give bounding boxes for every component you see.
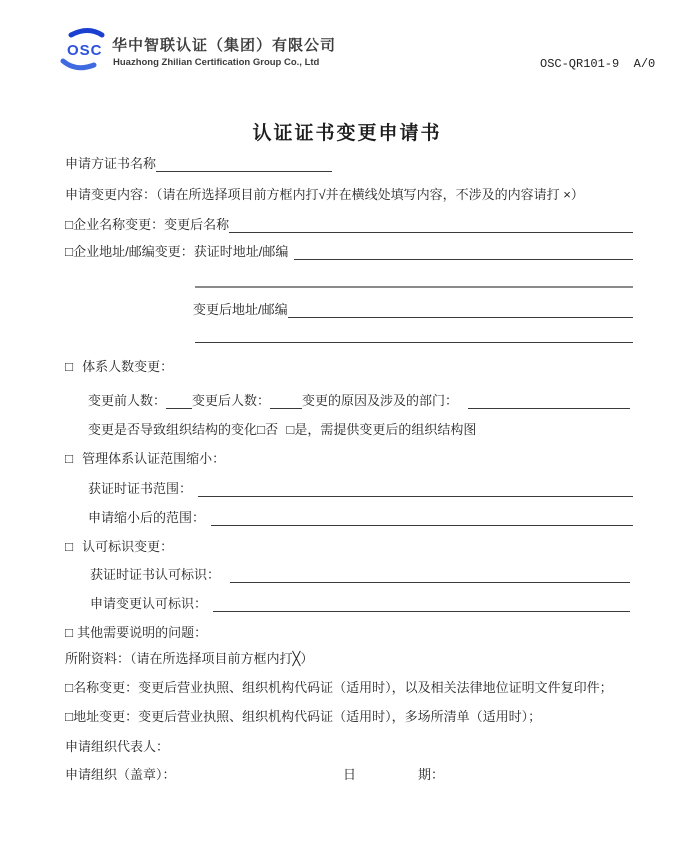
mark-at-cert-blank[interactable] [230, 567, 630, 583]
company-name-cn: 华中智联认证（集团）有限公司 [112, 37, 337, 54]
checkbox-scope-reduce[interactable]: □ [65, 451, 74, 466]
checkbox-org-yes[interactable]: □ [286, 422, 295, 437]
date-word-1: 日 [343, 767, 357, 782]
staff-after-label: 变更后人数： [192, 393, 271, 408]
staff-change-label: 体系人数变更： [82, 359, 174, 374]
addr-at-cert-blank-line2[interactable] [195, 286, 633, 288]
row-mark-change [65, 538, 173, 555]
checkbox-staff-change[interactable]: □ [65, 359, 74, 374]
scope-after-label: 申请缩小后的范围： [88, 510, 206, 525]
row-staff-change [65, 358, 173, 375]
org-no-label: 否 [265, 422, 279, 437]
row-instruction [65, 186, 584, 203]
checkbox-other-issues[interactable]: □ [65, 625, 74, 640]
row-staff-detail [88, 392, 630, 409]
scope-at-cert-label: 获证时证书范围： [88, 481, 193, 496]
addr-at-cert-blank[interactable] [294, 244, 633, 260]
row-attach-name [65, 679, 613, 696]
company-name-en: Huazhong Zhilian Certification Group Co., Ltd [113, 57, 320, 68]
other-issues-label: 其他需要说明的问题： [77, 625, 208, 640]
checkbox-mark-change[interactable]: □ [65, 539, 74, 554]
row-cert-name [65, 155, 332, 172]
staff-reason-blank[interactable] [468, 393, 630, 409]
addr-after-label: 变更后地址/邮编 [193, 302, 288, 317]
scope-at-cert-blank[interactable] [198, 481, 633, 497]
addr-after-blank-line2[interactable] [195, 342, 633, 343]
instruction-text: 申请变更内容：（请在所选择项目前方框内打√并在横线处填写内容，不涉及的内容请打 ×） [65, 187, 584, 202]
checkbox-attach-name[interactable]: □ [65, 680, 74, 695]
attach-addr-label: 地址变更：变更后营业执照、组织机构代码证（适用时），多场所清单（适用时）； [73, 709, 542, 724]
staff-after-blank[interactable] [270, 393, 302, 409]
company-logo [58, 24, 108, 74]
mark-change-label: 认可标识变更： [82, 539, 174, 554]
form-title: 认证证书变更申请书 [252, 123, 442, 144]
date-word-2: 期： [418, 767, 445, 782]
row-addr-change [65, 243, 633, 260]
mark-after-blank[interactable] [213, 596, 630, 612]
row-scope-reduce [65, 450, 225, 467]
checkbox-org-no[interactable]: □ [257, 422, 266, 437]
mark-after-label: 申请变更认可标识： [90, 596, 208, 611]
addr-change-label: 企业地址/邮编变更：获证时地址/邮编 [73, 244, 289, 259]
checkbox-name-change[interactable]: □ [65, 217, 74, 232]
logo-text: OSC [67, 42, 103, 59]
org-yes-label: 是，需提供变更后的组织结构图 [294, 422, 477, 437]
attach-name-label: 名称变更：变更后营业执照、组织机构代码证（适用时），以及相关法律地位证明文件复印件； [73, 680, 613, 695]
row-org-structure [88, 421, 476, 438]
cert-name-blank[interactable] [156, 156, 332, 172]
cert-name-label: 申请方证书名称 [65, 156, 157, 171]
org-structure-label: 变更是否导致组织结构的变化 [88, 422, 258, 437]
checkbox-attach-addr[interactable]: □ [65, 709, 74, 724]
document-code: OSC-QR101-9 A/0 [540, 57, 656, 71]
row-org-seal-date [65, 766, 633, 783]
org-seal-label: 申请组织（盖章）： [65, 767, 176, 782]
row-attach-addr [65, 708, 541, 725]
row-scope-at-cert [88, 480, 633, 497]
staff-before-blank[interactable] [166, 393, 192, 409]
osc-logo-icon [58, 24, 108, 74]
addr-after-blank[interactable] [288, 302, 633, 318]
row-representative [65, 738, 169, 755]
checkbox-addr-change[interactable]: □ [65, 244, 74, 259]
name-change-label: 企业名称变更：变更后名称 [73, 217, 230, 232]
mark-at-cert-label: 获证时证书认可标识： [90, 567, 221, 582]
row-other-issues [65, 624, 207, 641]
row-scope-after [88, 509, 633, 526]
row-addr-after [193, 301, 633, 318]
scope-reduce-label: 管理体系认证范围缩小： [82, 451, 226, 466]
row-name-change [65, 216, 633, 233]
staff-reason-label: 变更的原因及涉及的部门： [302, 393, 459, 408]
row-mark-after [90, 595, 630, 612]
row-mark-at-cert [90, 566, 630, 583]
row-attachments-note [65, 650, 313, 667]
staff-before-label: 变更前人数： [88, 393, 167, 408]
scope-after-blank[interactable] [211, 510, 633, 526]
name-change-blank[interactable] [229, 217, 633, 233]
representative-label: 申请组织代表人： [65, 739, 170, 754]
attachments-note: 所附资料：（请在所选择项目前方框内打╳） [65, 651, 314, 666]
